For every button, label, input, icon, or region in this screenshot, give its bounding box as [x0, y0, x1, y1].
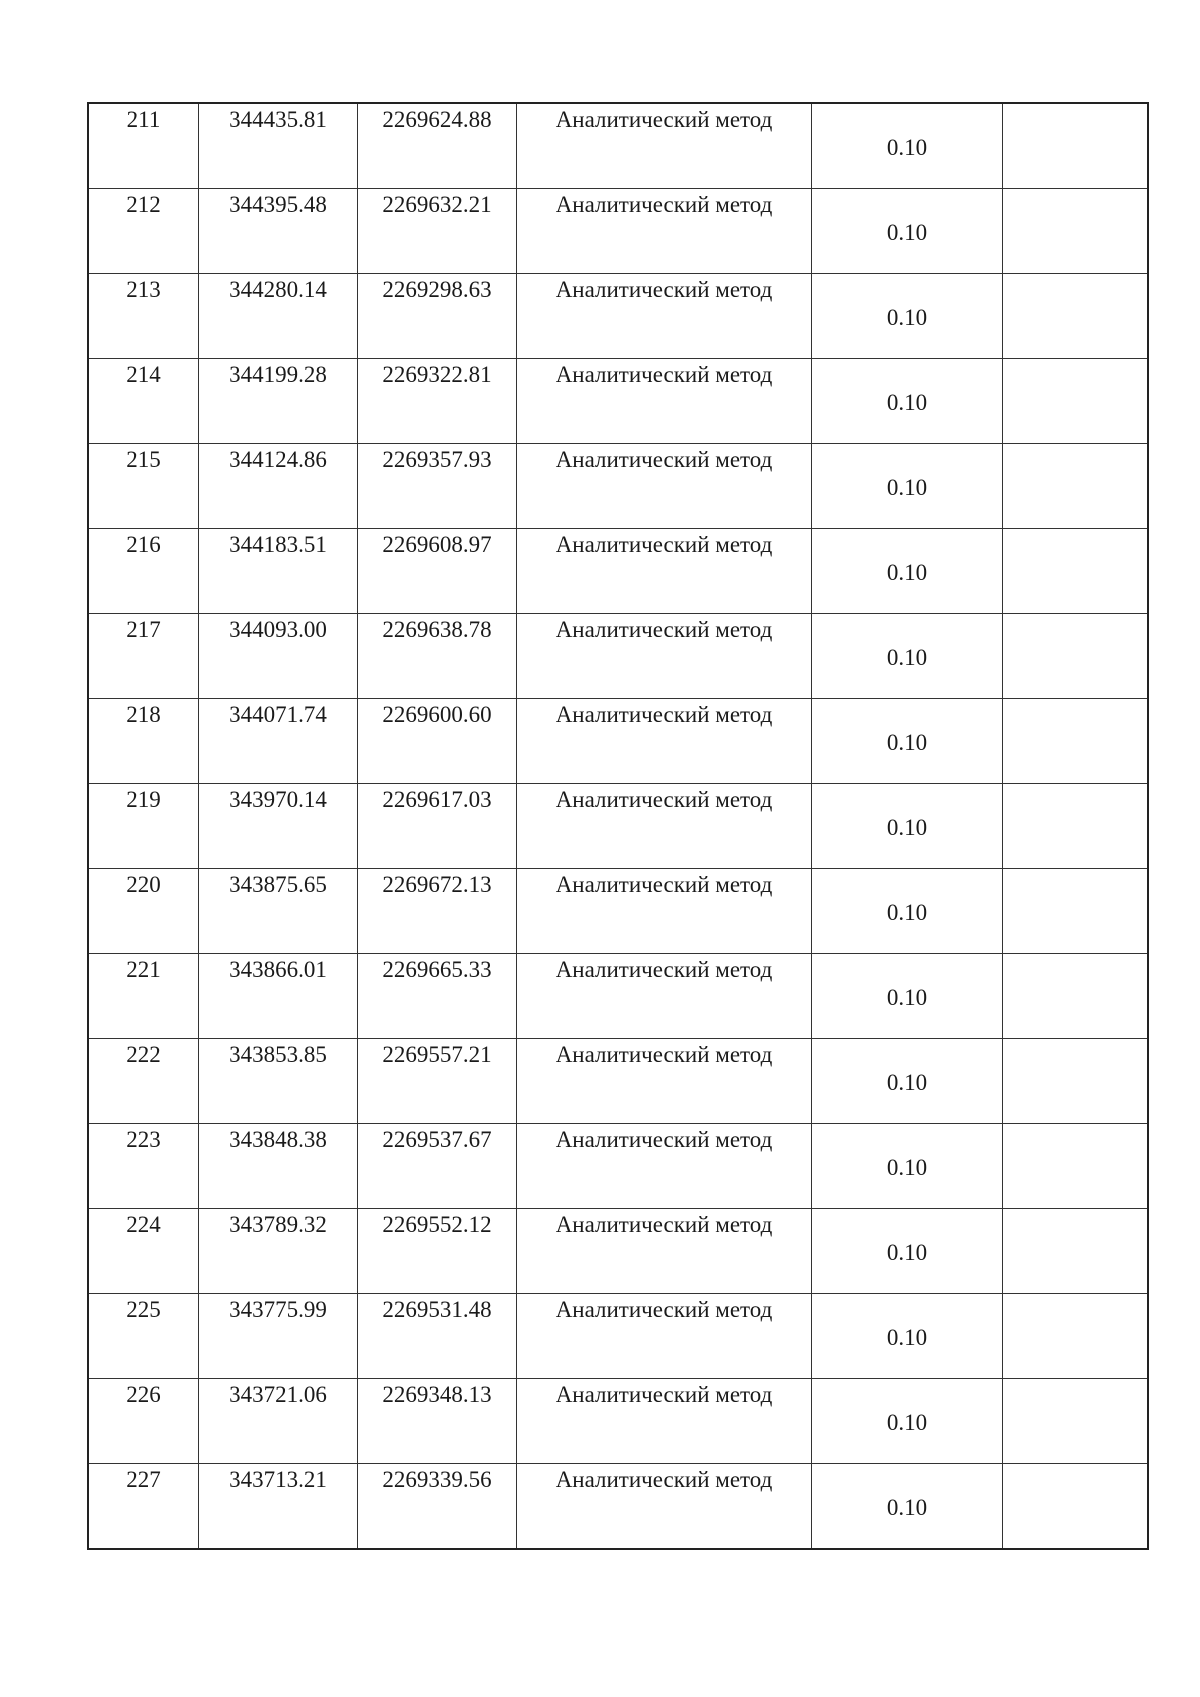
method-cell: [517, 1294, 812, 1379]
point-number-text: 213: [126, 277, 161, 302]
y-coordinate-cell: [358, 954, 517, 1039]
point-number-text: 222: [126, 1042, 161, 1067]
accuracy-text: 0.10: [886, 560, 928, 585]
x-coordinate-text: 343875.65: [229, 872, 327, 897]
y-coordinate-cell: [358, 1209, 517, 1294]
point-number-text: 214: [126, 362, 161, 387]
y-coordinate-cell: [358, 1379, 517, 1464]
point-number-cell: [88, 103, 199, 189]
x-coordinate-cell: [199, 274, 358, 359]
y-coordinate-cell: [358, 274, 517, 359]
y-coordinate-text: 2269322.81: [382, 362, 492, 387]
method-cell: [517, 699, 812, 784]
x-coordinate-cell: [199, 1294, 358, 1379]
method-text: Аналитический метод: [555, 1382, 773, 1407]
x-coordinate-text: 344435.81: [229, 107, 327, 132]
x-coordinate-text: 343866.01: [229, 957, 327, 982]
point-number-cell: [88, 699, 199, 784]
accuracy-cell: [812, 699, 1003, 784]
y-coordinate-cell: [358, 359, 517, 444]
method-text: Аналитический метод: [555, 1212, 773, 1237]
accuracy-text: 0.10: [886, 1240, 928, 1265]
y-coordinate-text: 2269665.33: [382, 957, 492, 982]
accuracy-text: 0.10: [886, 1325, 928, 1350]
method-text: Аналитический метод: [555, 532, 773, 557]
method-text: Аналитический метод: [555, 192, 773, 217]
y-coordinate-text: 2269357.93: [382, 447, 492, 472]
method-cell: [517, 954, 812, 1039]
point-number-cell: [88, 1464, 199, 1550]
extra-cell: [1003, 189, 1149, 274]
accuracy-cell: [812, 529, 1003, 614]
table-row: [88, 699, 1148, 784]
x-coordinate-text: 343775.99: [229, 1297, 327, 1322]
point-number-cell: [88, 1039, 199, 1124]
x-coordinate-text: 343721.06: [229, 1382, 327, 1407]
point-number-text: 221: [126, 957, 161, 982]
extra-text: [1003, 1039, 1147, 1041]
method-text: Аналитический метод: [555, 362, 773, 387]
accuracy-cell: [812, 1209, 1003, 1294]
point-number-text: 223: [126, 1127, 161, 1152]
x-coordinate-cell: [199, 614, 358, 699]
method-cell: [517, 103, 812, 189]
y-coordinate-text: 2269608.97: [382, 532, 492, 557]
x-coordinate-cell: [199, 359, 358, 444]
extra-cell: [1003, 274, 1149, 359]
method-text: Аналитический метод: [555, 872, 773, 897]
method-cell: [517, 1039, 812, 1124]
accuracy-text: 0.10: [886, 730, 928, 755]
x-coordinate-text: 344093.00: [229, 617, 327, 642]
x-coordinate-cell: [199, 699, 358, 784]
x-coordinate-text: 344124.86: [229, 447, 327, 472]
method-cell: [517, 444, 812, 529]
accuracy-text: 0.10: [886, 390, 928, 415]
accuracy-cell: [812, 954, 1003, 1039]
y-coordinate-cell: [358, 614, 517, 699]
accuracy-text: 0.10: [886, 645, 928, 670]
method-text: Аналитический метод: [555, 702, 773, 727]
accuracy-text: 0.10: [886, 220, 928, 245]
x-coordinate-text: 344395.48: [229, 192, 327, 217]
accuracy-cell: [812, 1124, 1003, 1209]
table-row: [88, 103, 1148, 189]
table-row: [88, 1039, 1148, 1124]
x-coordinate-cell: [199, 1209, 358, 1294]
extra-cell: [1003, 359, 1149, 444]
accuracy-cell: [812, 1379, 1003, 1464]
y-coordinate-cell: [358, 1039, 517, 1124]
method-cell: [517, 1379, 812, 1464]
x-coordinate-text: 343853.85: [229, 1042, 327, 1067]
y-coordinate-cell: [358, 529, 517, 614]
extra-text: [1003, 444, 1147, 446]
point-number-cell: [88, 189, 199, 274]
point-number-text: 219: [126, 787, 161, 812]
accuracy-text: 0.10: [886, 815, 928, 840]
extra-cell: [1003, 614, 1149, 699]
table-row: [88, 954, 1148, 1039]
y-coordinate-cell: [358, 103, 517, 189]
accuracy-text: 0.10: [886, 1070, 928, 1095]
extra-text: [1003, 1464, 1147, 1466]
point-number-cell: [88, 444, 199, 529]
extra-text: [1003, 274, 1147, 276]
extra-text: [1003, 1379, 1147, 1381]
y-coordinate-text: 2269617.03: [382, 787, 492, 812]
point-number-text: 227: [126, 1467, 161, 1492]
y-coordinate-text: 2269537.67: [382, 1127, 492, 1152]
table-row: [88, 189, 1148, 274]
table-row: [88, 1209, 1148, 1294]
accuracy-text: 0.10: [886, 475, 928, 500]
extra-cell: [1003, 1039, 1149, 1124]
extra-cell: [1003, 954, 1149, 1039]
accuracy-text: 0.10: [886, 1495, 928, 1520]
y-coordinate-cell: [358, 784, 517, 869]
x-coordinate-cell: [199, 1124, 358, 1209]
x-coordinate-cell: [199, 1464, 358, 1550]
x-coordinate-cell: [199, 529, 358, 614]
method-cell: [517, 189, 812, 274]
table-row: [88, 1124, 1148, 1209]
accuracy-cell: [812, 869, 1003, 954]
accuracy-text: 0.10: [886, 135, 928, 160]
method-cell: [517, 274, 812, 359]
extra-cell: [1003, 784, 1149, 869]
method-text: Аналитический метод: [555, 1297, 773, 1322]
extra-cell: [1003, 1464, 1149, 1550]
extra-text: [1003, 954, 1147, 956]
x-coordinate-cell: [199, 784, 358, 869]
table-row: [88, 784, 1148, 869]
method-cell: [517, 614, 812, 699]
method-text: Аналитический метод: [555, 1127, 773, 1152]
x-coordinate-text: 343970.14: [229, 787, 327, 812]
x-coordinate-text: 344280.14: [229, 277, 327, 302]
x-coordinate-text: 344199.28: [229, 362, 327, 387]
method-text: Аналитический метод: [555, 787, 773, 812]
y-coordinate-text: 2269552.12: [382, 1212, 492, 1237]
x-coordinate-cell: [199, 869, 358, 954]
accuracy-text: 0.10: [886, 985, 928, 1010]
extra-text: [1003, 104, 1147, 106]
extra-text: [1003, 1294, 1147, 1296]
method-cell: [517, 1209, 812, 1294]
point-number-cell: [88, 1294, 199, 1379]
point-number-text: 225: [126, 1297, 161, 1322]
table-row: [88, 1294, 1148, 1379]
table-row: [88, 1379, 1148, 1464]
point-number-text: 226: [126, 1382, 161, 1407]
method-text: Аналитический метод: [555, 1042, 773, 1067]
point-number-text: 212: [126, 192, 161, 217]
extra-cell: [1003, 103, 1149, 189]
y-coordinate-text: 2269624.88: [382, 107, 492, 132]
extra-text: [1003, 529, 1147, 531]
point-number-cell: [88, 359, 199, 444]
method-cell: [517, 529, 812, 614]
extra-cell: [1003, 529, 1149, 614]
y-coordinate-text: 2269298.63: [382, 277, 492, 302]
extra-text: [1003, 699, 1147, 701]
method-text: Аналитический метод: [555, 277, 773, 302]
extra-text: [1003, 359, 1147, 361]
y-coordinate-cell: [358, 1294, 517, 1379]
point-number-cell: [88, 954, 199, 1039]
accuracy-cell: [812, 359, 1003, 444]
x-coordinate-text: 343789.32: [229, 1212, 327, 1237]
method-cell: [517, 359, 812, 444]
accuracy-cell: [812, 784, 1003, 869]
method-cell: [517, 1124, 812, 1209]
y-coordinate-cell: [358, 444, 517, 529]
x-coordinate-cell: [199, 103, 358, 189]
x-coordinate-text: 344071.74: [229, 702, 327, 727]
point-number-text: 216: [126, 532, 161, 557]
extra-text: [1003, 1209, 1147, 1211]
point-number-cell: [88, 529, 199, 614]
x-coordinate-cell: [199, 1379, 358, 1464]
point-number-text: 217: [126, 617, 161, 642]
extra-cell: [1003, 1209, 1149, 1294]
x-coordinate-cell: [199, 444, 358, 529]
y-coordinate-text: 2269672.13: [382, 872, 492, 897]
point-number-cell: [88, 614, 199, 699]
table-row: [88, 444, 1148, 529]
point-number-cell: [88, 274, 199, 359]
x-coordinate-text: 343848.38: [229, 1127, 327, 1152]
method-cell: [517, 784, 812, 869]
coordinates-table: [87, 102, 1149, 1550]
accuracy-text: 0.10: [886, 1410, 928, 1435]
y-coordinate-text: 2269632.21: [382, 192, 492, 217]
point-number-cell: [88, 1124, 199, 1209]
y-coordinate-cell: [358, 189, 517, 274]
extra-text: [1003, 869, 1147, 871]
table-row: [88, 869, 1148, 954]
extra-cell: [1003, 1294, 1149, 1379]
x-coordinate-cell: [199, 1039, 358, 1124]
point-number-text: 220: [126, 872, 161, 897]
extra-cell: [1003, 699, 1149, 784]
x-coordinate-text: 344183.51: [229, 532, 327, 557]
x-coordinate-text: 343713.21: [229, 1467, 327, 1492]
method-text: Аналитический метод: [555, 1467, 773, 1492]
accuracy-cell: [812, 444, 1003, 529]
extra-cell: [1003, 869, 1149, 954]
accuracy-text: 0.10: [886, 1155, 928, 1180]
point-number-text: 218: [126, 702, 161, 727]
point-number-text: 224: [126, 1212, 161, 1237]
method-text: Аналитический метод: [555, 107, 773, 132]
y-coordinate-cell: [358, 869, 517, 954]
point-number-text: 215: [126, 447, 161, 472]
y-coordinate-text: 2269339.56: [382, 1467, 492, 1492]
extra-cell: [1003, 1379, 1149, 1464]
method-text: Аналитический метод: [555, 957, 773, 982]
extra-text: [1003, 784, 1147, 786]
accuracy-cell: [812, 103, 1003, 189]
table-row: [88, 614, 1148, 699]
extra-cell: [1003, 444, 1149, 529]
point-number-cell: [88, 1209, 199, 1294]
accuracy-cell: [812, 614, 1003, 699]
extra-text: [1003, 614, 1147, 616]
y-coordinate-text: 2269557.21: [382, 1042, 492, 1067]
y-coordinate-text: 2269531.48: [382, 1297, 492, 1322]
method-text: Аналитический метод: [555, 617, 773, 642]
method-text: Аналитический метод: [555, 447, 773, 472]
x-coordinate-cell: [199, 189, 358, 274]
x-coordinate-cell: [199, 954, 358, 1039]
accuracy-cell: [812, 1294, 1003, 1379]
accuracy-text: 0.10: [886, 900, 928, 925]
coordinates-table-body: [88, 103, 1148, 1549]
point-number-cell: [88, 869, 199, 954]
method-cell: [517, 1464, 812, 1550]
y-coordinate-cell: [358, 1124, 517, 1209]
y-coordinate-text: 2269348.13: [382, 1382, 492, 1407]
extra-text: [1003, 1124, 1147, 1126]
y-coordinate-cell: [358, 1464, 517, 1550]
extra-text: [1003, 189, 1147, 191]
table-row: [88, 1464, 1148, 1550]
y-coordinate-text: 2269638.78: [382, 617, 492, 642]
point-number-cell: [88, 784, 199, 869]
table-row: [88, 529, 1148, 614]
point-number-cell: [88, 1379, 199, 1464]
accuracy-text: 0.10: [886, 305, 928, 330]
method-cell: [517, 869, 812, 954]
extra-cell: [1003, 1124, 1149, 1209]
accuracy-cell: [812, 274, 1003, 359]
table-row: [88, 359, 1148, 444]
y-coordinate-cell: [358, 699, 517, 784]
point-number-text: 211: [126, 107, 161, 132]
table-row: [88, 274, 1148, 359]
accuracy-cell: [812, 189, 1003, 274]
accuracy-cell: [812, 1039, 1003, 1124]
y-coordinate-text: 2269600.60: [382, 702, 492, 727]
accuracy-cell: [812, 1464, 1003, 1550]
